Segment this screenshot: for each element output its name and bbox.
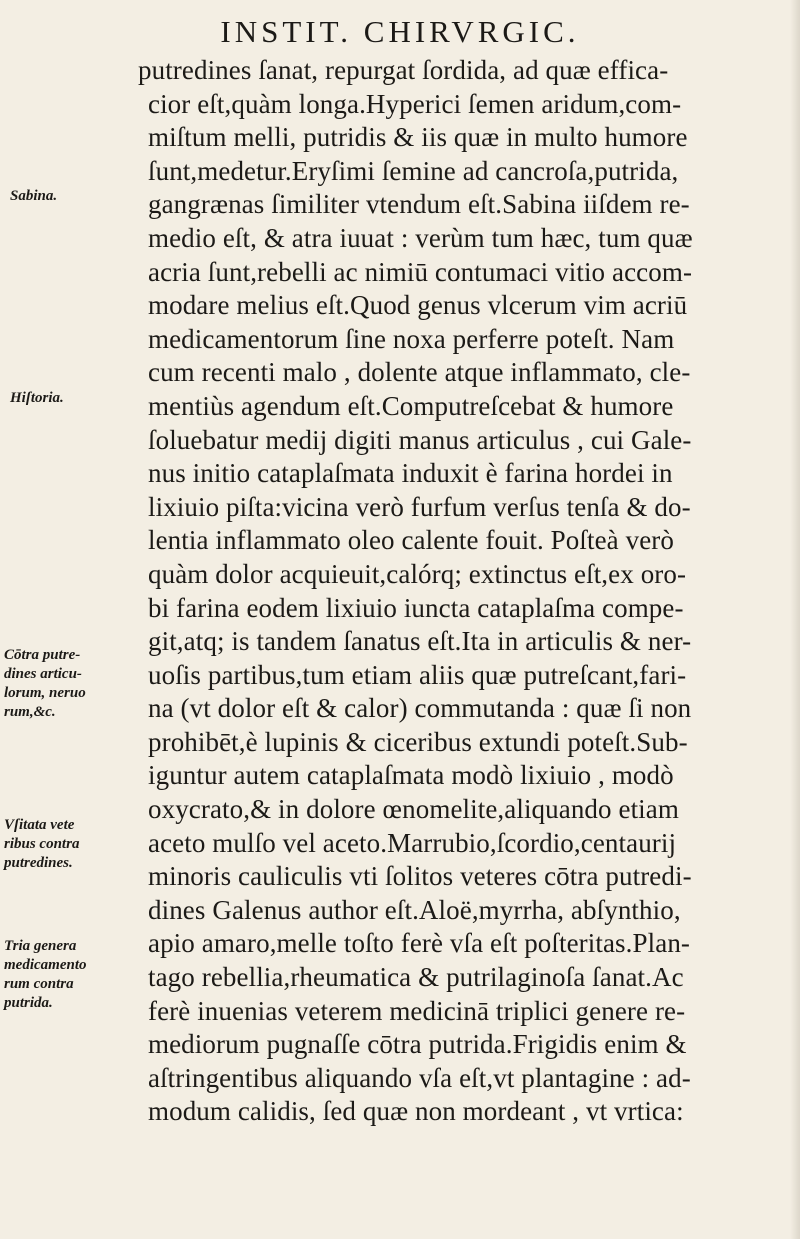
margin-note-sabina	[10, 187, 150, 206]
text-line: cum recenti malo , dolente atque inflammato, cle-	[148, 357, 691, 388]
margin-note-tria-genera	[4, 937, 144, 1013]
text-line: tago rebellia,rheumatica & putrilaginoſa ſanat.Ac	[148, 962, 684, 993]
margin-note-line: Sabina.	[10, 188, 58, 204]
text-line: iguntur autem cataplaſmata modò lixiuio , modò	[148, 760, 674, 791]
margin-note-cotra-putredines	[4, 646, 144, 722]
margin-note-line: medicamento	[4, 957, 87, 973]
text-line: gangrænas ſimiliter vtendum eſt.Sabina iiſdem re-	[148, 189, 690, 220]
text-line: aceto mulſo vel aceto.Marrubio,ſcordio,centaurij	[148, 827, 677, 858]
text-line: quàm dolor acquieuit,calórq; extinctus eſt,ex oro-	[148, 558, 687, 589]
text-line: mediorum pugnaſſe cōtra putrida.Frigidis enim &	[148, 1029, 687, 1060]
text-line: bi farina eodem lixiuio iuncta cataplaſma compe-	[148, 592, 684, 623]
text-line: miſtum melli, putridis & iis quæ in multo humore	[148, 122, 688, 153]
text-line: git,atq; is tandem ſanatus eſt.Ita in articulis & ner-	[148, 626, 692, 657]
margin-note-line: putredines.	[4, 855, 73, 871]
text-line: modum calidis, ſed quæ non mordeant , vt vrtica:	[148, 1096, 684, 1127]
body-text	[138, 54, 798, 1129]
margin-note-historia	[10, 389, 150, 408]
text-line: cior eſt,quàm longa.Hyperici ſemen aridum,com-	[148, 88, 682, 119]
margin-note-line: putrida.	[4, 995, 53, 1011]
text-line: dines Galenus author eſt.Aloë,myrrha, abſynthio,	[148, 894, 681, 925]
margin-note-vsitata	[4, 816, 144, 873]
margin-note-line: rum,&c.	[4, 704, 56, 720]
text-line: aſtringentibus aliquando vſa eſt,vt plantagine : ad-	[148, 1062, 691, 1093]
page-edge-shadow	[790, 0, 800, 1239]
text-line: mentiùs agendum eſt.Computreſcebat & humore	[148, 390, 674, 421]
text-line: ſunt,medetur.Eryſimi ſemine ad cancroſa,putrida,	[148, 155, 679, 186]
text-line: medio eſt, & atra iuuat : verùm tum hæc, tum quæ	[148, 222, 693, 253]
margin-note-line: lorum, neruo	[4, 685, 86, 701]
running-header: INSTIT. CHIRVRGIC.	[220, 14, 580, 49]
text-line: nus initio cataplaſmata induxit è farina hordei in	[148, 458, 673, 489]
text-line: putredines ſanat, repurgat ſordida, ad quæ effica-	[138, 55, 669, 85]
text-line: ſoluebatur medij digiti manus articulus , cui Gale-	[148, 424, 692, 455]
margin-note-line: Tria genera	[4, 938, 77, 954]
text-line: oxycrato,& in dolore œnomelite,aliquando etiam	[148, 794, 679, 825]
text-line: medicamentorum ſine noxa perferre poteſt. Nam	[148, 323, 675, 354]
text-line: prohibēt,è lupinis & ciceribus extundi poteſt.Sub-	[148, 726, 688, 757]
margin-note-line: rum contra	[4, 976, 74, 992]
margin-note-line: ribus contra	[4, 836, 80, 852]
text-line: apio amaro,melle toſto ferè vſa eſt poſteritas.Plan-	[148, 928, 691, 959]
margin-note-line: dines articu-	[4, 666, 82, 682]
text-line: lixiuio piſta:vicina verò furfum verſus tenſa & do-	[148, 491, 691, 522]
text-line: ferè inuenias veterem medicinā triplici genere re-	[148, 995, 686, 1026]
text-line: minoris cauliculis vti ſolitos veteres cōtra putredi-	[148, 861, 692, 892]
text-line: modare melius eſt.Quod genus vlcerum vim acriū	[148, 290, 688, 321]
text-line: acria ſunt,rebelli ac nimiū contumaci vitio accom-	[148, 256, 693, 287]
margin-note-line: Hiſtoria.	[10, 390, 64, 406]
text-line: uoſis partibus,tum etiam aliis quæ putreſcant,fari-	[148, 659, 687, 690]
margin-note-line: Vſitata vete	[4, 817, 75, 833]
text-line: lentia inflammato oleo calente fouit. Poſteà verò	[148, 525, 674, 556]
margin-note-line: Cōtra putre-	[4, 647, 81, 663]
text-line: na (vt dolor eſt & calor) commutanda : quæ ſi non	[148, 693, 692, 724]
